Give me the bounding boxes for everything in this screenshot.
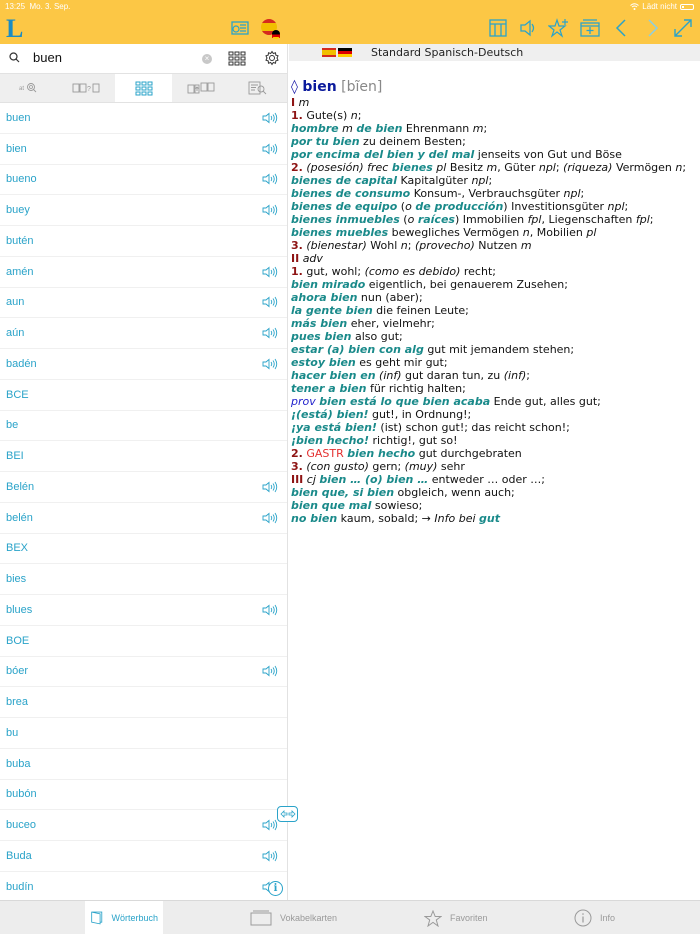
word-list-item[interactable] xyxy=(0,595,287,626)
info-button[interactable]: i xyxy=(268,881,283,896)
speaker-icon[interactable] xyxy=(262,143,278,155)
language-flags xyxy=(322,48,352,57)
mode-tab-fulltext-search[interactable] xyxy=(0,74,57,102)
fulltext-search-icon xyxy=(19,82,39,94)
entry-line: I m xyxy=(291,96,310,109)
word-list-item[interactable] xyxy=(0,195,287,226)
word-list-item[interactable] xyxy=(0,657,287,688)
resize-arrows-icon xyxy=(280,810,296,818)
headword-list-icon xyxy=(135,81,153,96)
language-flag-icon[interactable] xyxy=(258,16,282,40)
svg-text:?: ? xyxy=(87,86,92,93)
word-list-item[interactable] xyxy=(0,872,287,900)
flashcards-icon xyxy=(250,910,272,926)
word-list-item[interactable] xyxy=(0,318,287,349)
speaker-icon[interactable] xyxy=(262,819,278,831)
word-list-item[interactable] xyxy=(0,288,287,319)
speaker-icon[interactable] xyxy=(262,296,278,308)
search-mode-tabs xyxy=(0,73,287,103)
german-flag-icon xyxy=(338,48,352,57)
table-icon[interactable] xyxy=(486,16,510,40)
entry-line: estoy bien es geht mir gut; xyxy=(291,356,448,369)
svg-text:at: at xyxy=(18,86,24,92)
speaker-icon[interactable] xyxy=(262,204,278,216)
wildcard-search-icon xyxy=(72,83,100,93)
word-label: aún xyxy=(6,327,25,340)
entry-line: hombre m de bien Ehrenmann m; xyxy=(291,122,488,135)
speaker-icon[interactable] xyxy=(262,604,278,616)
search-bar xyxy=(0,44,287,73)
entry-line: más bien eher, vielmehr; xyxy=(291,317,435,330)
word-label: buba xyxy=(6,757,31,770)
entry-line: II adv xyxy=(291,252,323,265)
speaker-icon[interactable] xyxy=(262,850,278,862)
word-label: brea xyxy=(6,696,29,709)
word-label: buen xyxy=(6,111,31,124)
word-label: bubón xyxy=(6,788,37,801)
tab-woerterbuch[interactable]: Wörterbuch xyxy=(85,901,163,934)
entry-line: bien que mal sowieso; xyxy=(291,499,423,512)
word-label: bien xyxy=(6,142,27,155)
word-list-item[interactable] xyxy=(0,349,287,380)
word-label: Buda xyxy=(6,849,32,862)
mode-tab-history[interactable] xyxy=(172,74,229,102)
entry-line: bienes de equipo (o de producción) Investitionsgüter npl; xyxy=(291,200,629,213)
entry-line: bien que, si bien obgleich, wenn auch; xyxy=(291,486,515,499)
word-list-item[interactable] xyxy=(0,626,287,657)
top-bar xyxy=(0,0,700,44)
left-pane xyxy=(0,44,288,900)
cross-reference-link[interactable]: gut xyxy=(479,512,500,525)
entry-line: no bien kaum, sobald; → Info bei gut xyxy=(291,512,500,525)
word-list-item[interactable] xyxy=(0,564,287,595)
entry-line: ahora bien nun (aber); xyxy=(291,291,423,304)
search-icon xyxy=(9,52,20,63)
word-list-item[interactable] xyxy=(0,257,287,288)
clear-search-button[interactable]: × xyxy=(202,54,212,64)
word-label: Belén xyxy=(6,480,35,493)
speaker-icon[interactable] xyxy=(262,481,278,493)
back-icon[interactable] xyxy=(610,16,634,40)
word-label: BCE xyxy=(6,388,29,401)
word-label: aun xyxy=(6,296,25,309)
speaker-icon[interactable] xyxy=(262,327,278,339)
diamond-icon: ◊ xyxy=(291,79,298,95)
word-list-item[interactable] xyxy=(0,226,287,257)
word-label: butén xyxy=(6,234,34,247)
word-label: amén xyxy=(6,265,34,278)
entry-line: 3. (con gusto) gern; (muy) sehr xyxy=(291,460,465,473)
search-input[interactable] xyxy=(33,50,193,65)
wifi-icon xyxy=(630,3,639,10)
entry-line: prov bien está lo que bien acaba Ende gut, alles gut; xyxy=(291,395,601,408)
word-label: bueno xyxy=(6,173,37,186)
word-list-item[interactable] xyxy=(0,380,287,411)
word-list-item[interactable] xyxy=(0,718,287,749)
word-list-item[interactable] xyxy=(0,165,287,196)
speaker-icon[interactable] xyxy=(262,512,278,524)
dictionary-entry xyxy=(289,61,700,525)
forward-icon[interactable] xyxy=(640,16,664,40)
word-label: bies xyxy=(6,573,27,586)
word-label: bóer xyxy=(6,665,29,678)
word-label: BEI xyxy=(6,450,24,463)
word-label: bu xyxy=(6,726,19,739)
entry-line: bienes inmuebles (o raíces) Immobilien fpl, Liegenschaften fpl; xyxy=(291,213,654,226)
word-list-item[interactable] xyxy=(0,503,287,534)
word-list-item[interactable] xyxy=(0,411,287,442)
battery-icon xyxy=(680,4,694,10)
word-list-item[interactable] xyxy=(0,687,287,718)
word-list-item[interactable] xyxy=(0,841,287,872)
entry-line: ¡(está) bien! gut!, in Ordnung!; xyxy=(291,408,472,421)
entry-line: la gente bien die feinen Leute; xyxy=(291,304,469,317)
word-label: belén xyxy=(6,511,33,524)
speaker-icon[interactable] xyxy=(262,173,278,185)
dictionary-book-icon xyxy=(90,909,103,927)
dictionary-name: Standard Spanisch-Deutsch xyxy=(371,46,524,59)
entry-line: 3. (bienestar) Wohl n; (provecho) Nutzen m xyxy=(291,239,532,252)
speaker-icon[interactable] xyxy=(262,665,278,677)
speaker-icon[interactable] xyxy=(262,358,278,370)
fullscreen-icon[interactable] xyxy=(671,16,695,40)
tab-favoriten[interactable]: Favoriten xyxy=(419,901,493,934)
add-favorite-icon[interactable] xyxy=(547,16,571,40)
entry-line: bienes de capital Kapitalgüter npl; xyxy=(291,174,493,187)
entry-line: III cj bien … (o) bien … entweder … oder …; xyxy=(291,473,545,486)
word-label: budín xyxy=(6,880,34,893)
entry-line: ¡ya está bien! (ist) schon gut!; das reicht schon!; xyxy=(291,421,570,434)
mode-tab-text-lookup[interactable] xyxy=(230,74,287,102)
word-label: badén xyxy=(6,357,37,370)
status-right: Lädt nicht xyxy=(630,2,694,11)
status-time: 13:25 Mo. 3. Sep. xyxy=(5,2,71,11)
headword-line xyxy=(291,78,698,96)
word-label: blues xyxy=(6,603,33,616)
tab-vokabelkarten[interactable]: Vokabelkarten xyxy=(245,901,342,934)
speaker-icon[interactable] xyxy=(516,16,540,40)
word-list-item[interactable] xyxy=(0,134,287,165)
word-list[interactable] xyxy=(0,103,287,900)
entry-line: por encima del bien y del mal jenseits von Gut und Böse xyxy=(291,148,622,161)
word-list-item[interactable] xyxy=(0,534,287,565)
entry-line: 1. Gute(s) n; xyxy=(291,109,362,122)
add-to-card-box-icon[interactable] xyxy=(578,16,602,40)
text-lookup-icon xyxy=(248,81,268,95)
mode-tab-wildcard-search[interactable] xyxy=(57,74,114,102)
pronunciation: [bĩen] xyxy=(341,79,383,95)
entry-line: 2. (posesión) frec bienes pl Besitz m, Güter npl; (riqueza) Vermögen n; xyxy=(291,161,687,174)
spanish-flag-icon xyxy=(322,48,336,57)
entry-line: tener a bien für richtig halten; xyxy=(291,382,466,395)
history-icon xyxy=(187,82,215,94)
dictionary-header xyxy=(289,44,700,61)
word-label: buceo xyxy=(6,819,36,832)
headword: bien xyxy=(302,79,337,95)
entry-line: bien mirado eigentlich, bei genauerem Zusehen; xyxy=(291,278,568,291)
word-list-item[interactable] xyxy=(0,780,287,811)
gear-icon[interactable] xyxy=(264,50,280,66)
app-logo: L xyxy=(6,14,24,43)
entry-line: 2. GASTR bien hecho gut durchgebraten xyxy=(291,447,522,460)
mode-tab-headword-list[interactable] xyxy=(115,74,172,102)
flashcard-icon[interactable] xyxy=(228,16,252,40)
word-list-item[interactable] xyxy=(0,472,287,503)
word-list-item[interactable] xyxy=(0,441,287,472)
entry-line: 1. gut, wohl; (como es debido) recht; xyxy=(291,265,496,278)
tab-info[interactable]: Info xyxy=(569,901,620,934)
word-label: BOE xyxy=(6,634,30,647)
split-resize-handle[interactable] xyxy=(277,806,298,822)
speaker-icon[interactable] xyxy=(262,266,278,278)
grid-view-button[interactable] xyxy=(228,51,246,66)
star-icon xyxy=(424,910,442,927)
entry-line: por tu bien zu deinem Besten; xyxy=(291,135,466,148)
word-list-item[interactable] xyxy=(0,810,287,841)
word-label: be xyxy=(6,419,19,432)
word-list-item[interactable] xyxy=(0,749,287,780)
bottom-tab-bar xyxy=(0,900,700,934)
entry-line: estar (a) bien con alg gut mit jemandem stehen; xyxy=(291,343,575,356)
entry-line: hacer bien en (inf) gut daran tun, zu (inf); xyxy=(291,369,530,382)
speaker-icon[interactable] xyxy=(262,112,278,124)
entry-line: pues bien also gut; xyxy=(291,330,403,343)
entry-line: bienes muebles bewegliches Vermögen n, Mobilien pl xyxy=(291,226,597,239)
entry-line: ¡bien hecho! richtig!, gut so! xyxy=(291,434,458,447)
info-icon xyxy=(574,909,592,927)
entry-line: bienes de consumo Konsum-, Verbrauchsgüter npl; xyxy=(291,187,585,200)
word-label: BEX xyxy=(6,542,29,555)
word-list-item[interactable] xyxy=(0,103,287,134)
right-pane xyxy=(289,44,700,900)
word-label: buey xyxy=(6,204,30,217)
